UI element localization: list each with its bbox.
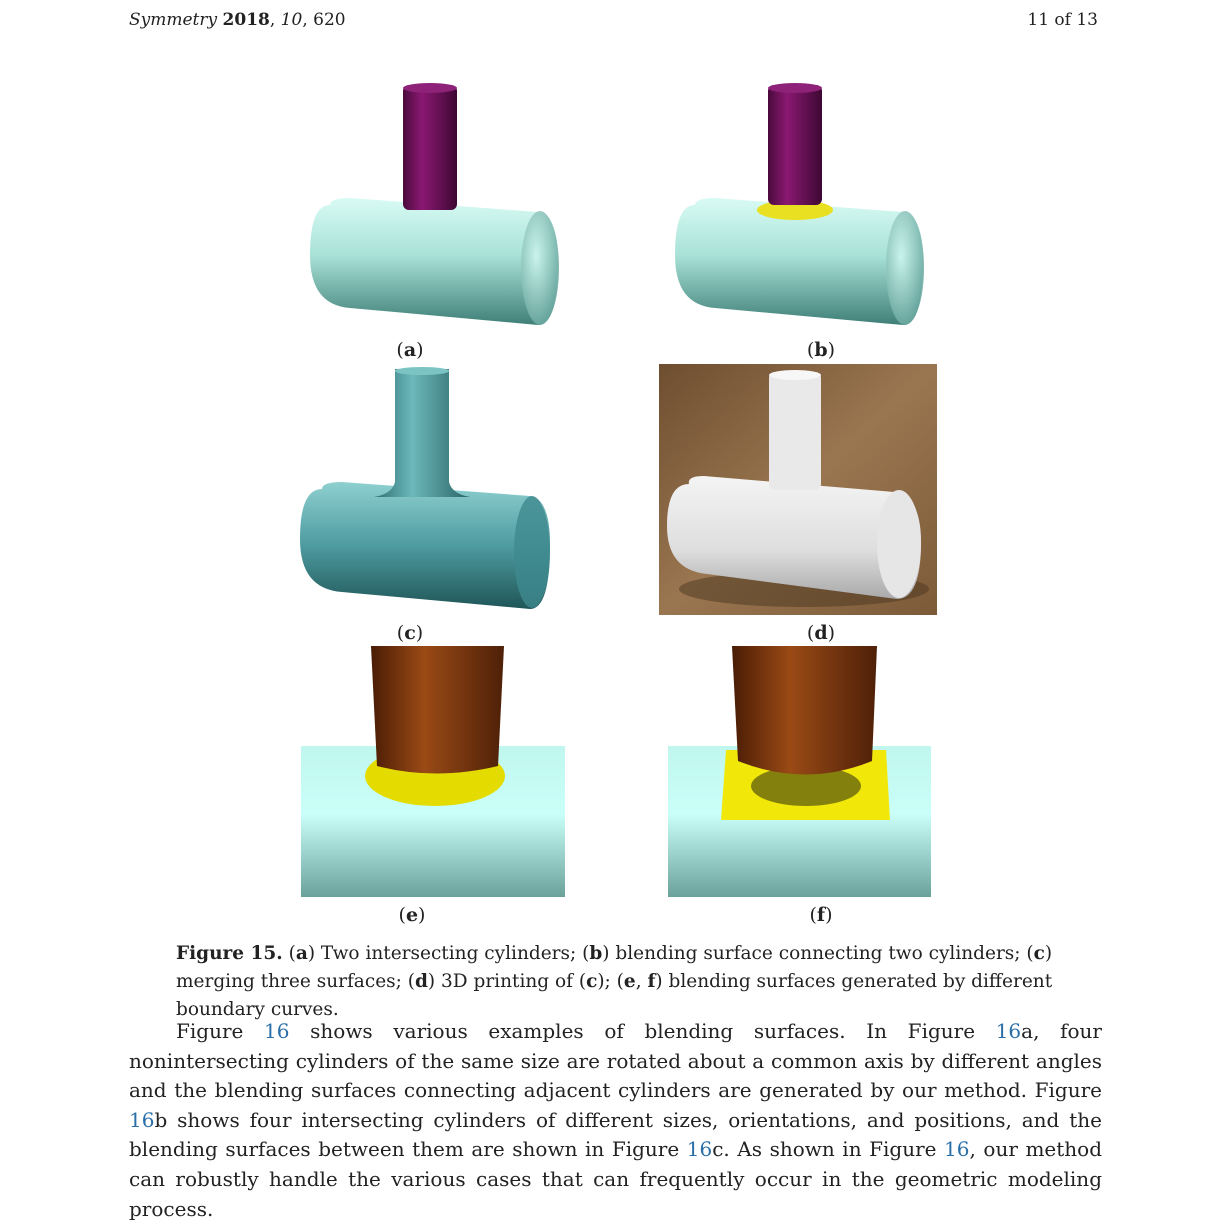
panel-f-label: (f)	[809, 904, 833, 926]
figure-ref-link[interactable]: 16	[264, 1019, 290, 1043]
panel-d-label: (d)	[806, 622, 836, 644]
panel-e-image	[301, 646, 565, 897]
panel-c-image	[292, 364, 562, 619]
figure-panel-c	[292, 364, 562, 619]
caption-title: Figure 15.	[176, 943, 283, 964]
figure-panel-a	[300, 80, 570, 335]
figure-panel-d	[659, 364, 937, 615]
panel-d-image	[659, 364, 937, 615]
journal-year: 2018	[222, 10, 270, 30]
panel-a-image	[300, 80, 570, 335]
journal-volume: 10	[280, 10, 303, 30]
panel-e-label: (e)	[398, 904, 426, 926]
panel-b-image	[665, 80, 935, 335]
figure-ref-link[interactable]: 16	[686, 1137, 713, 1162]
panel-f-image	[668, 646, 931, 897]
figure-caption: Figure 15. (a) Two intersecting cylinders; (b) blending surface connecting two cylinders; (c) merging three surfaces; (d) 3D printing of (c); (e, f) blending surfaces generated by different boundary curves.	[176, 943, 1053, 1020]
panel-c-label: (c)	[396, 622, 424, 644]
page-number: 11 of 13	[1027, 10, 1098, 30]
body-paragraph: Figure 16 shows various examples of blending surfaces. In Figure 16a, four nonintersecting cylinders of the same size are rotated about a common axis by different angles and the blending surfaces connecting adjacent cylinders are generated by our method. Figure 16b shows four intersecting cylinders of different sizes, orientations, and positions, and the blending surfaces between them are shown in Figure 16c. As shown in Figure 16, our method can robustly handle the various cases that can frequently occur in the geometric modeling process.	[129, 1019, 1103, 1221]
running-header: Symmetry 2018, 10, 620	[129, 10, 346, 30]
journal-name: Symmetry	[129, 10, 218, 30]
figure-ref-link[interactable]: 16	[995, 1019, 1022, 1043]
figure-panel-e	[301, 646, 565, 897]
figure-panel-f	[668, 646, 931, 897]
figure-ref-link[interactable]: 16	[129, 1107, 155, 1132]
article-number: 620	[313, 10, 346, 30]
panel-a-label: (a)	[396, 339, 424, 361]
figure-panel-b	[665, 80, 935, 335]
figure-ref-link[interactable]: 16	[944, 1137, 970, 1162]
panel-b-label: (b)	[806, 339, 836, 361]
